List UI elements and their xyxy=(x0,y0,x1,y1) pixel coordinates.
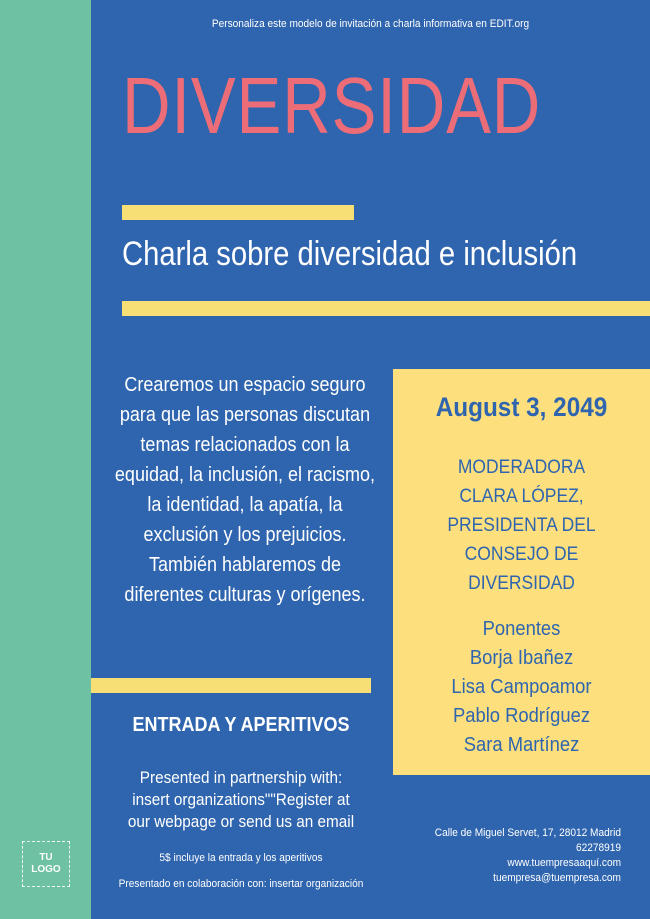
entry-label: ENTRADA Y APERITIVOS xyxy=(132,714,350,736)
main-title: DIVERSIDAD xyxy=(122,61,542,150)
speaker-name: Lisa Campoamor xyxy=(451,676,592,698)
accent-bar-top xyxy=(122,205,354,220)
speaker-name: Borja Ibañez xyxy=(469,647,574,669)
speaker-name: Pablo Rodríguez xyxy=(452,705,591,727)
contact-website: www.tuempresaaquí.com xyxy=(507,857,621,869)
contact-info xyxy=(409,826,621,886)
speakers-label: Ponentes xyxy=(482,618,561,640)
speakers-list xyxy=(403,615,639,760)
collaboration-note: Presentado en colaboración con: insertar organización xyxy=(118,878,364,890)
contact-address: Calle de Miguel Servet, 17, 28012 Madrid xyxy=(434,827,621,839)
accent-bar-middle xyxy=(122,301,650,316)
contact-phone: 62278919 xyxy=(575,842,621,854)
moderator-info: MODERADORA CLARA LÓPEZ, PRESIDENTA DEL CONSEJO DE DIVERSIDAD xyxy=(447,457,596,594)
price-note: 5$ incluye la entrada y los aperitivos xyxy=(159,852,323,864)
partnership-text: Presented in partnership with: insert organizations""Register at our webpage or send us an email xyxy=(127,768,355,831)
speaker-name: Sara Martínez xyxy=(463,734,580,756)
event-info-panel xyxy=(393,369,650,775)
customize-note: Personaliza este modelo de invitación a charla informativa en EDIT.org xyxy=(211,18,530,30)
accent-bar-bottom xyxy=(91,678,371,693)
event-date: August 3, 2049 xyxy=(435,392,608,422)
contact-email: tuempresa@tuempresa.com xyxy=(493,872,621,884)
subtitle: Charla sobre diversidad e inclusión xyxy=(122,235,578,273)
event-description: Crearemos un espacio seguro para que las personas discutan temas relacionados con la equidad, la inclusión, el racismo, la identidad, la apatía, la exclusión y los prejuicios. También hablaremos de diferentes culturas y orígenes. xyxy=(114,374,376,606)
left-color-strip xyxy=(0,0,91,919)
logo-placeholder: TU LOGO xyxy=(22,841,70,887)
